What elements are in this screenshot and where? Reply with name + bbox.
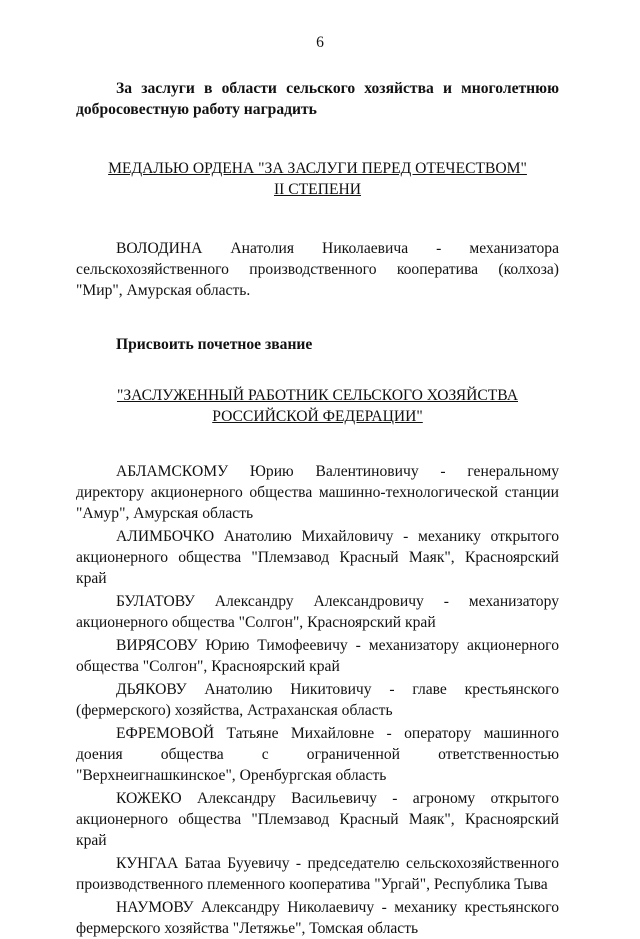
award-title-honorary-line1: "ЗАСЛУЖЕННЫЙ РАБОТНИК СЕЛЬСКОГО ХОЗЯЙСТВА bbox=[116, 387, 518, 404]
document-body bbox=[76, 78, 559, 939]
assign-title: Присвоить почетное звание bbox=[116, 336, 313, 353]
award-title-honorary bbox=[76, 385, 559, 427]
award-title-medal-line1: МЕДАЛЬЮ ОРДЕНА "ЗА ЗАСЛУГИ ПЕРЕД ОТЕЧЕСТВОМ" bbox=[108, 160, 527, 177]
page-number: 6 bbox=[316, 34, 324, 51]
list-item: БУЛАТОВУ Александру Александровичу - механизатору акционерного общества "Солгон", Красноярский край bbox=[76, 593, 559, 631]
list-item: АБЛАМСКОМУ Юрию Валентиновичу - генеральному директору акционерного общества машинно-технологической станции "Амур", Амурская область bbox=[76, 463, 559, 522]
award-title-medal-line2: II СТЕПЕНИ bbox=[273, 181, 362, 198]
list-item: ЕФРЕМОВОЙ Татьяне Михайловне - оператору машинного доения общества с ограниченной ответственностью "Верхнеигнашкинское", Оренбургская область bbox=[76, 725, 559, 784]
list-item: ВИРЯСОВУ Юрию Тимофеевичу - механизатору акционерного общества "Солгон", Красноярский край bbox=[76, 637, 559, 675]
honorary-entries-list bbox=[76, 461, 559, 939]
award-title-honorary-line2: РОССИЙСКОЙ ФЕДЕРАЦИИ" bbox=[212, 408, 423, 425]
award-entry-volodina: ВОЛОДИНА Анатолия Николаевича - механизатора сельскохозяйственного производственного кооператива (колхоза) "Мир", Амурская область. bbox=[76, 240, 559, 299]
list-item: ДЬЯКОВУ Анатолию Никитовичу - главе крестьянского (фермерского) хозяйства, Астраханская область bbox=[76, 681, 559, 719]
award-title-medal bbox=[76, 158, 559, 200]
list-item: КУНГАА Батаа Бууевичу - председателю сельскохозяйственного производственного племенного кооператива "Ургай", Республика Тыва bbox=[76, 855, 559, 893]
list-item: АЛИМБОЧКО Анатолию Михайловичу - механику открытого акционерного общества "Племзавод Красный Маяк", Красноярский край bbox=[76, 528, 559, 587]
list-item: КОЖЕКО Александру Васильевичу - агроному открытого акционерного общества "Племзавод Красный Маяк", Красноярский край bbox=[76, 790, 559, 849]
list-item: НАУМОВУ Александру Николаевичу - механику крестьянского фермерского хозяйства "Летяжье", Томская область bbox=[76, 899, 559, 937]
intro-paragraph: За заслуги в области сельского хозяйства и многолетнюю добросовестную работу наградить bbox=[76, 80, 559, 118]
